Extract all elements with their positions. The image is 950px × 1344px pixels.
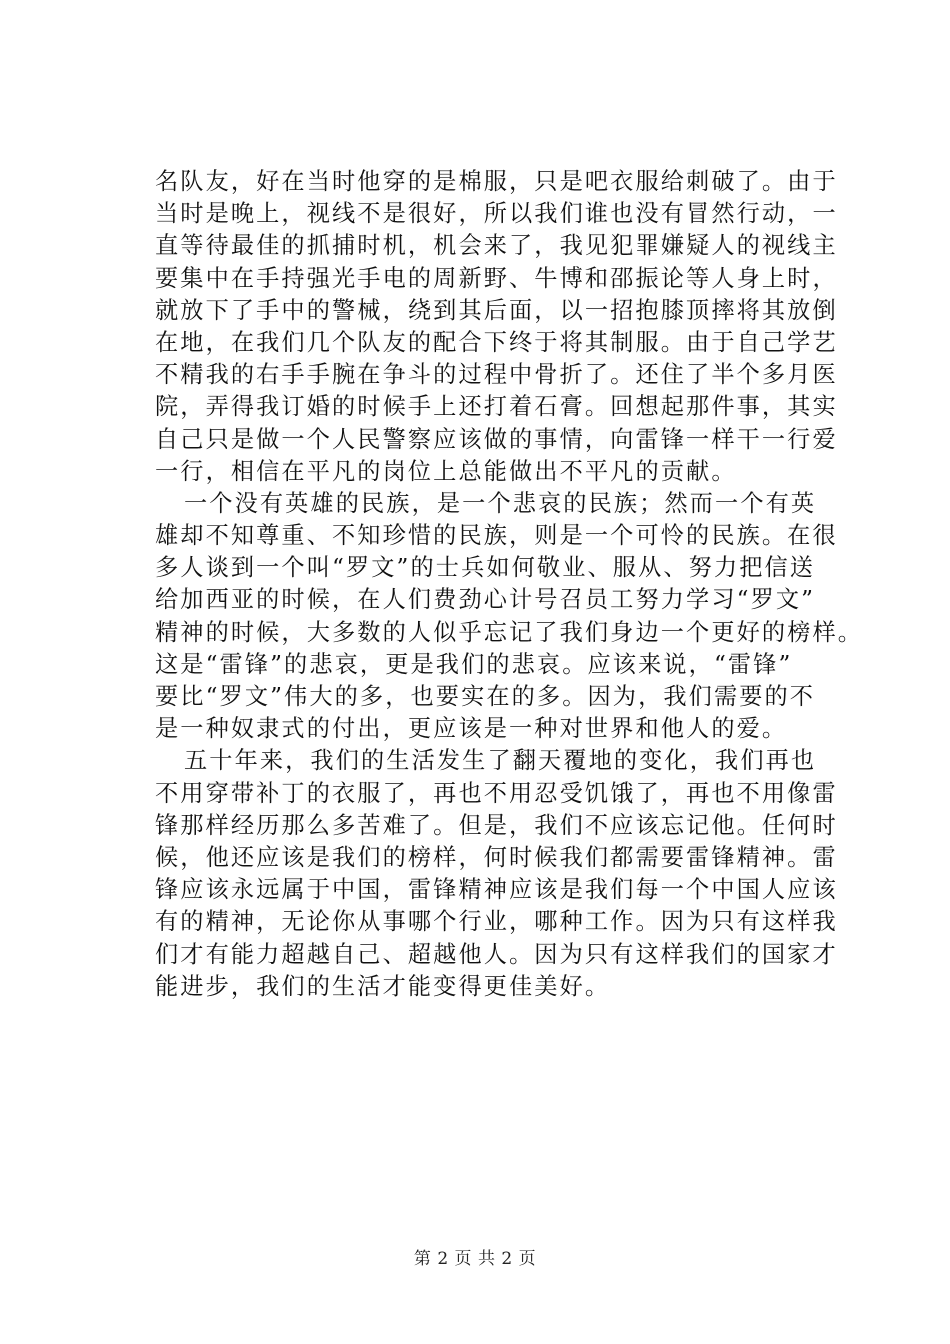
page-number-footer: 第 2 页 共 2 页 [413,1249,537,1269]
text-line: 有的精神，无论你从事哪个行业，哪种工作。因为只有这样我 [155,908,838,936]
text-line: 一行，相信在平凡的岗位上总能做出不平凡的贡献。 [155,457,737,485]
text-line: 就放下了手中的警械，绕到其后面，以一招抱膝顶摔将其放倒 [155,296,838,324]
text-line: 不精我的右手手腕在争斗的过程中骨折了。还住了半个多月医 [155,361,838,389]
text-line: 要比“罗文”伟大的多，也要实在的多。因为，我们需要的不 [155,683,816,710]
text-line: 给加西亚的时候，在人们费劲心计号召员工努力学习“罗文” [155,586,816,614]
text-line: 在地，在我们几个队友的配合下终于将其制服。由于自己学艺 [155,328,838,356]
text-line: 名队友，好在当时他穿的是棉服，只是吧衣服给刺破了。由于 [155,168,838,195]
paragraph-start-line: 一个没有英雄的民族，是一个悲哀的民族；然而一个有英 [184,489,817,517]
text-line: 直等待最佳的抓捕时机，机会来了，我见犯罪嫌疑人的视线主 [155,232,838,260]
body-text [155,166,864,1003]
text-line: 院，弄得我订婚的时候手上还打着石膏。回想起那件事，其实 [155,393,838,421]
paragraph-start-line: 五十年来，我们的生活发生了翻天覆地的变化，我们再也 [184,747,817,775]
text-line: 这是“雷锋”的悲哀，更是我们的悲哀。应该来说，“雷锋” [155,650,793,678]
text-line: 能进步，我们的生活才能变得更佳美好。 [155,972,611,1000]
text-line: 当时是晚上，视线不是很好，所以我们谁也没有冒然行动，一 [155,200,838,228]
text-line: 要集中在手持强光手电的周新野、牛博和邵振论等人身上时， [155,264,838,292]
text-line: 多人谈到一个叫“罗文”的士兵如何敬业、服从、努力把信送 [155,554,816,582]
text-line: 不用穿带补丁的衣服了，再也不用忍受饥饿了，再也不用像雷 [155,779,838,807]
text-line: 是一种奴隶式的付出，更应该是一种对世界和他人的爱。 [155,715,788,743]
text-line: 雄却不知尊重、不知珍惜的民族，则是一个可怜的民族。在很 [155,522,838,550]
text-line: 锋那样经历那么多苦难了。但是，我们不应该忘记他。任何时 [155,811,838,839]
text-line: 候，他还应该是我们的榜样，何时候我们都需要雷锋精神。雷 [155,843,838,871]
text-line: 锋应该永远属于中国，雷锋精神应该是我们每一个中国人应该 [155,876,838,904]
text-line: 自己只是做一个人民警察应该做的事情，向雷锋一样干一行爱 [155,425,838,453]
text-line: 精神的时候，大多数的人似乎忘记了我们身边一个更好的榜样。 [155,618,864,646]
text-line: 们才有能力超越自己、超越他人。因为只有这样我们的国家才 [155,940,838,968]
